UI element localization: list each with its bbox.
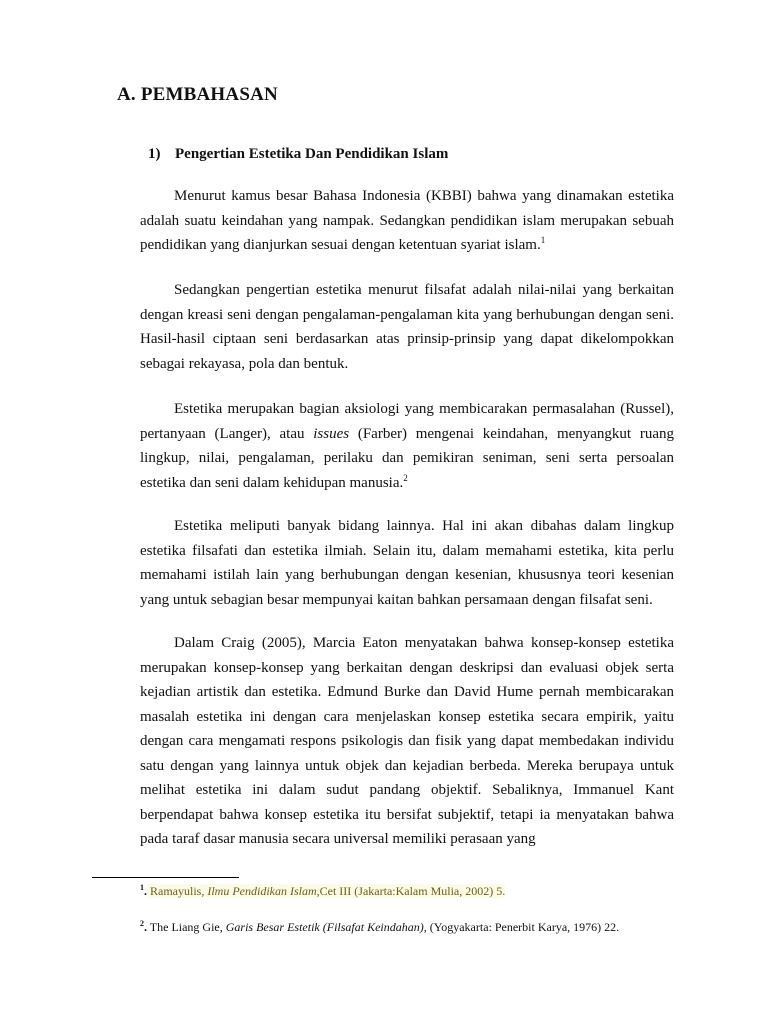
footnote-book-title: Garis Besar Estetik (Filsafat Keindahan),: [225, 920, 427, 934]
footnote-citation-highlighted: [147, 884, 505, 898]
footnote-marker: [140, 884, 147, 898]
footnote-text-after: (Yogyakarta: Penerbit Karya, 1976) 22.: [426, 920, 620, 934]
paragraph-italic-term: issues: [313, 425, 350, 442]
subsection-title: Pengertian Estetika Dan Pendidikan Islam: [175, 146, 449, 162]
paragraph-fields: [140, 514, 674, 612]
paragraph-text: Sedangkan pengertian estetika menurut filsafat adalah nilai-nilai yang berkaitan dengan kreasi seni dengan pengalaman-pengalaman kita yang berhubungan dengan seni. Hasil-hasil ciptaan seni berdasarkan atas prinsip-prinsip yang dapat dikelompokkan sebagai rekayasa, pola dan bentuk.: [140, 282, 674, 372]
paragraph-craig: [140, 631, 674, 852]
subsection-heading: [148, 146, 448, 163]
paragraph-axiology: [140, 397, 674, 495]
paragraph-kbbi-definition: [140, 184, 674, 258]
footnote-number: 1: [140, 883, 144, 892]
footnote-dot: .: [144, 884, 147, 898]
footnote-text-after: ,Cet III (Jakarta:Kalam Mulia, 2002) 5.: [316, 884, 506, 898]
paragraph-text: Menurut kamus besar Bahasa Indonesia (KBBI) bahwa yang dinamakan estetika adalah suatu keindahan yang nampak. Sedangkan pendidikan islam merupakan sebuah pendidikan yang dianjurkan sesuai dengan ketentuan syariat islam.: [140, 188, 674, 253]
paragraph-text-after: (Farber) mengenai keindahan, menyangkut ruang lingkup, nilai, pengalaman, perilaku dan pemikiran seniman, seni serta persoalan estetika dan seni dalam kehidupan manusia.: [140, 425, 674, 491]
footnote-text-before: Ramayulis,: [147, 884, 208, 898]
paragraph-philosophy-definition: [140, 278, 674, 376]
footnote-ref-2[interactable]: 2: [403, 472, 408, 483]
footnote-1: [140, 883, 505, 899]
subsection-number: 1): [148, 146, 161, 162]
footnote-ref-1[interactable]: 1: [540, 235, 546, 245]
section-heading: A. PEMBAHASAN: [117, 84, 278, 105]
footnote-marker: [140, 920, 147, 934]
footnote-book-title: Ilmu Pendidikan Islam: [207, 884, 317, 898]
paragraph-text: Dalam Craig (2005), Marcia Eaton menyatakan bahwa konsep-konsep estetika merupakan konsep-konsep yang berkaitan dengan deskripsi dan evaluasi objek serta kejadian artistik dan estetika. Edmund Burke dan David Hume pernah membicarakan masalah estetika ini dengan cara menjelaskan konsep estetika secara empirik, yaitu dengan cara mengamati respons psikologis dan fisik yang dapat membedakan individu satu dengan yang lainnya untuk objek dan kejadian berbeda. Mereka berupaya untuk melihat estetika ini dalam sudut pandang objektif. Sebaliknya, Immanuel Kant berpendapat bahwa konsep estetika itu bersifat subjektif, tetapi ia menyatakan bahwa pada taraf dasar manusia secara universal memiliki perasaan yang: [140, 635, 674, 847]
paragraph-text-before: Estetika merupakan bagian aksiologi yang membicarakan permasalahan (Russel), pertanyaan (Langer), atau: [140, 401, 674, 442]
footnote-2: [140, 919, 619, 935]
footnote-separator: [92, 877, 239, 878]
paragraph-text: Estetika meliputi banyak bidang lainnya. Hal ini akan dibahas dalam lingkup estetika filsafati dan estetika ilmiah. Selain itu, dalam memahami estetika, kita perlu memahami istilah lain yang berhubungan dengan kesenian, khususnya teori kesenian yang untuk sebagian besar mempunyai kaitan bahkan persamaan dengan filsafat seni.: [140, 518, 674, 608]
footnote-text-before: The Liang Gie,: [147, 920, 226, 934]
footnote-number: 2: [140, 919, 144, 928]
footnote-dot: .: [144, 920, 147, 934]
